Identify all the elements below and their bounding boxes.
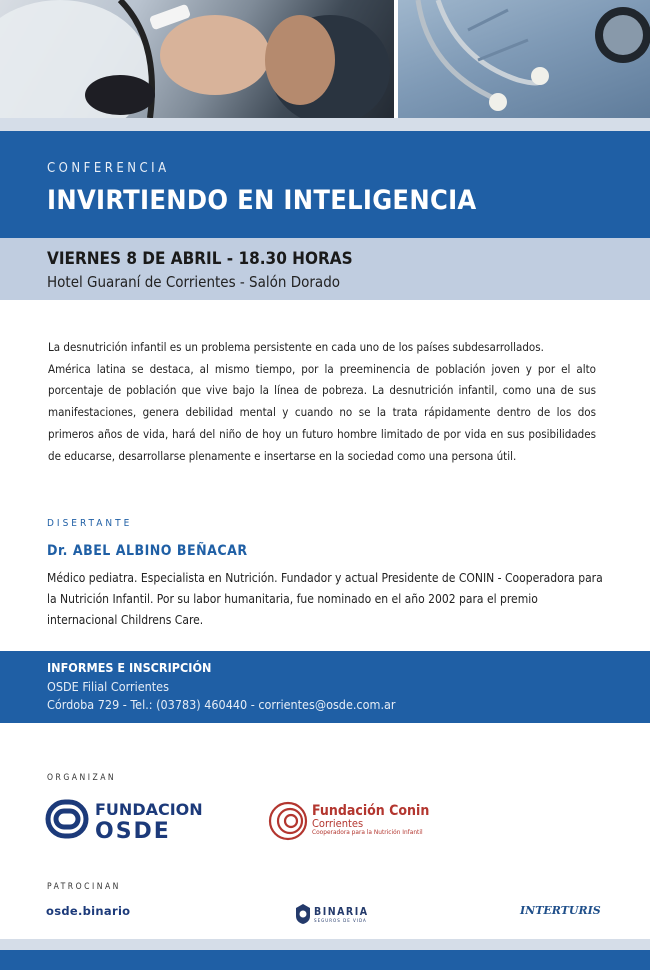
- binaria-name: BINARIA: [314, 906, 369, 918]
- sponsors-label: PATROCINAN: [47, 882, 121, 892]
- title-band: [0, 131, 650, 238]
- date-band: [0, 238, 650, 300]
- organizers-label: ORGANIZAN: [47, 773, 117, 783]
- info-organization: OSDE Filial Corrientes: [47, 679, 169, 694]
- conin-name: Fundación Conin: [312, 803, 430, 819]
- fundacion-conin-logo: [268, 800, 443, 842]
- stethoscope-photo: [398, 0, 650, 118]
- speaker-name: Dr. ABEL ALBINO BEÑACAR: [47, 543, 248, 559]
- description-paragraph: La desnutrición infantil es un problema persistente en cada uno de los países subdesarrollados.: [48, 340, 544, 354]
- description-paragraph: América latina se destaca, al mismo tiempo, por la preeminencia de población joven y por el alto porcentaje de población que vive bajo la línea de pobreza. La desnutrición infantil, como una de sus manifestaciones, genera debilidad mental y cuando no se la trata rápidamente dentro de los dos primeros años de vida, hará del niño de hoy un futuro hombre limitado de por vida en sus posibilidades de educarse, desarrollarse plenamente e insertarse en la sociedad como una persona útil.: [48, 361, 596, 463]
- event-title: INVIRTIENDO EN INTELIGENCIA: [47, 185, 477, 216]
- event-date: VIERNES 8 DE ABRIL - 18.30 HORAS: [47, 249, 353, 269]
- header-photos: [0, 0, 650, 118]
- speaker-bio: Médico pediatra. Especialista en Nutrición. Fundador y actual Presidente de CONIN - Cooperadora para la Nutrición Infantil. Por su labor humanitaria, fue nominado en el año 2002 para el premio internacional Childrens Care.: [47, 571, 603, 627]
- conin-city: Corrientes: [312, 817, 364, 830]
- binaria-logo: [295, 903, 385, 927]
- fundacion-osde-logo: [45, 797, 220, 841]
- info-heading: INFORMES E INSCRIPCIÓN: [47, 660, 212, 675]
- speaker-section-label: DISERTANTE: [47, 518, 133, 529]
- header-divider-strip: [0, 118, 650, 131]
- info-contact: Córdoba 729 - Tel.: (03783) 460440 - corrientes@osde.com.ar: [47, 697, 396, 712]
- conin-spiral-icon: [268, 800, 308, 842]
- registration-info-band: [0, 651, 650, 723]
- binaria-tagline: SEGUROS DE VIDA: [314, 919, 367, 924]
- event-type-label: CONFERENCIA: [47, 161, 170, 176]
- footer-strip: [0, 939, 650, 950]
- conin-tagline: Cooperadora para la Nutrición Infantil: [312, 828, 423, 836]
- event-description: [48, 337, 596, 467]
- fundacion-osde-line2: OSDE: [95, 819, 171, 841]
- doctor-blood-pressure-photo: [0, 0, 394, 118]
- osde-binario-logo: osde.binario: [46, 904, 131, 918]
- footer-band: [0, 950, 650, 970]
- binaria-shield-icon: [295, 903, 311, 925]
- event-venue: Hotel Guaraní de Corrientes - Salón Dorado: [47, 273, 341, 291]
- interturis-logo: INTERTURIS: [520, 904, 601, 917]
- fundacion-osde-line1: FUNDACION: [95, 800, 203, 819]
